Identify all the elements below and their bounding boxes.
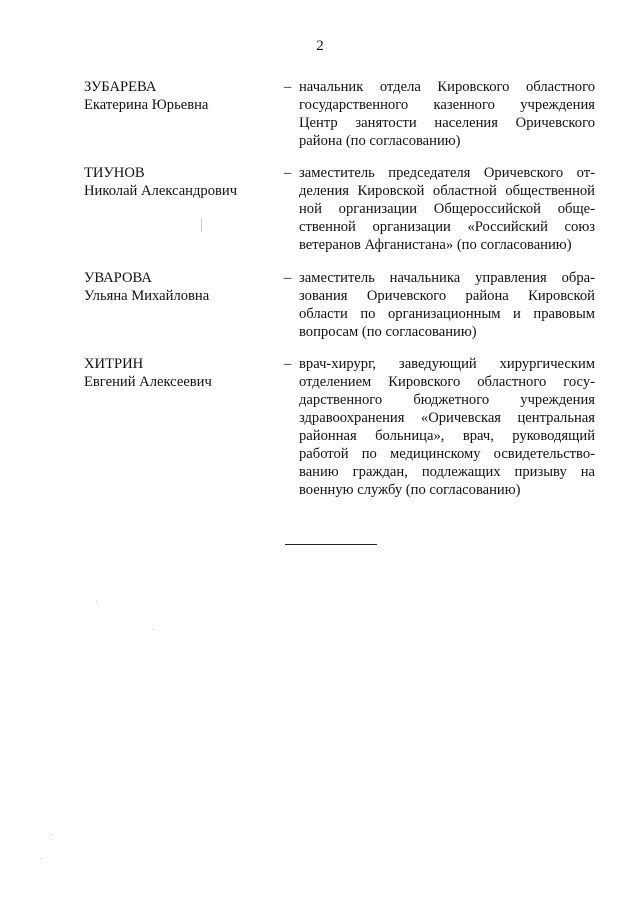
scan-speck	[52, 834, 53, 835]
position-line: заместитель начальника управления обра-	[299, 270, 595, 286]
member-name	[84, 355, 284, 391]
member-position	[299, 78, 595, 150]
scan-speck	[201, 218, 202, 232]
position-line: заместитель председателя Оричевского от-	[299, 165, 595, 181]
member-position	[299, 164, 595, 254]
position-line: вопросам (по согласованию)	[299, 324, 477, 340]
member-given-names: Николай Александрович	[84, 183, 238, 199]
position-line: Центр занятости населения Оричевского	[299, 115, 595, 131]
position-line: начальник отдела Кировского областного	[299, 79, 595, 95]
position-line: государственного казенного учреждения	[299, 97, 595, 113]
entry-dash: –	[284, 79, 292, 95]
member-surname: ТИУНОВ	[84, 165, 145, 181]
position-line: отделением Кировского областного госу-	[299, 374, 595, 390]
position-line: зования Оричевского района Кировской	[299, 288, 595, 304]
member-surname: УВАРОВА	[84, 270, 152, 286]
member-given-names: Ульяна Михайловна	[84, 288, 210, 304]
position-line: ветеранов Афганистана» (по согласованию)	[299, 237, 572, 253]
position-line: врач-хирург, заведующий хирургическим	[299, 356, 595, 372]
member-position	[299, 269, 595, 341]
member-surname: ЗУБАРЕВА	[84, 79, 157, 95]
position-line: военную службу (по согласованию)	[299, 482, 521, 498]
position-line: дарственного бюджетного учреждения	[299, 392, 595, 408]
entry-dash: –	[284, 165, 292, 181]
member-name	[84, 269, 284, 305]
position-line: области по организационным и правовым	[299, 306, 595, 322]
member-surname: ХИТРИН	[84, 356, 144, 372]
page-number: 2	[316, 38, 324, 54]
scan-speck	[96, 601, 97, 602]
position-line: деления Кировской областной общественной	[299, 183, 595, 199]
position-line: работой по медицинскому освидетельство-	[299, 446, 595, 462]
position-line: здравоохранения «Оричевская центральная	[299, 410, 595, 426]
position-line: района (по согласованию)	[299, 133, 461, 149]
member-position	[299, 355, 595, 499]
member-name	[84, 164, 284, 200]
member-given-names: Екатерина Юрьевна	[84, 97, 209, 113]
closing-rule	[285, 544, 377, 545]
position-line: ной организации Общероссийской обще-	[299, 201, 595, 217]
scan-speck	[40, 858, 41, 859]
entry-dash: –	[284, 356, 292, 372]
entry-dash: –	[284, 270, 292, 286]
scan-speck	[152, 629, 153, 630]
member-given-names: Евгений Алексеевич	[84, 374, 212, 390]
position-line: ственной организации «Российский союз	[299, 219, 595, 235]
position-line: районная больница», врач, руководящий	[299, 428, 595, 444]
member-name	[84, 78, 284, 114]
position-line: ванию граждан, подлежащих призыву на	[299, 464, 595, 480]
